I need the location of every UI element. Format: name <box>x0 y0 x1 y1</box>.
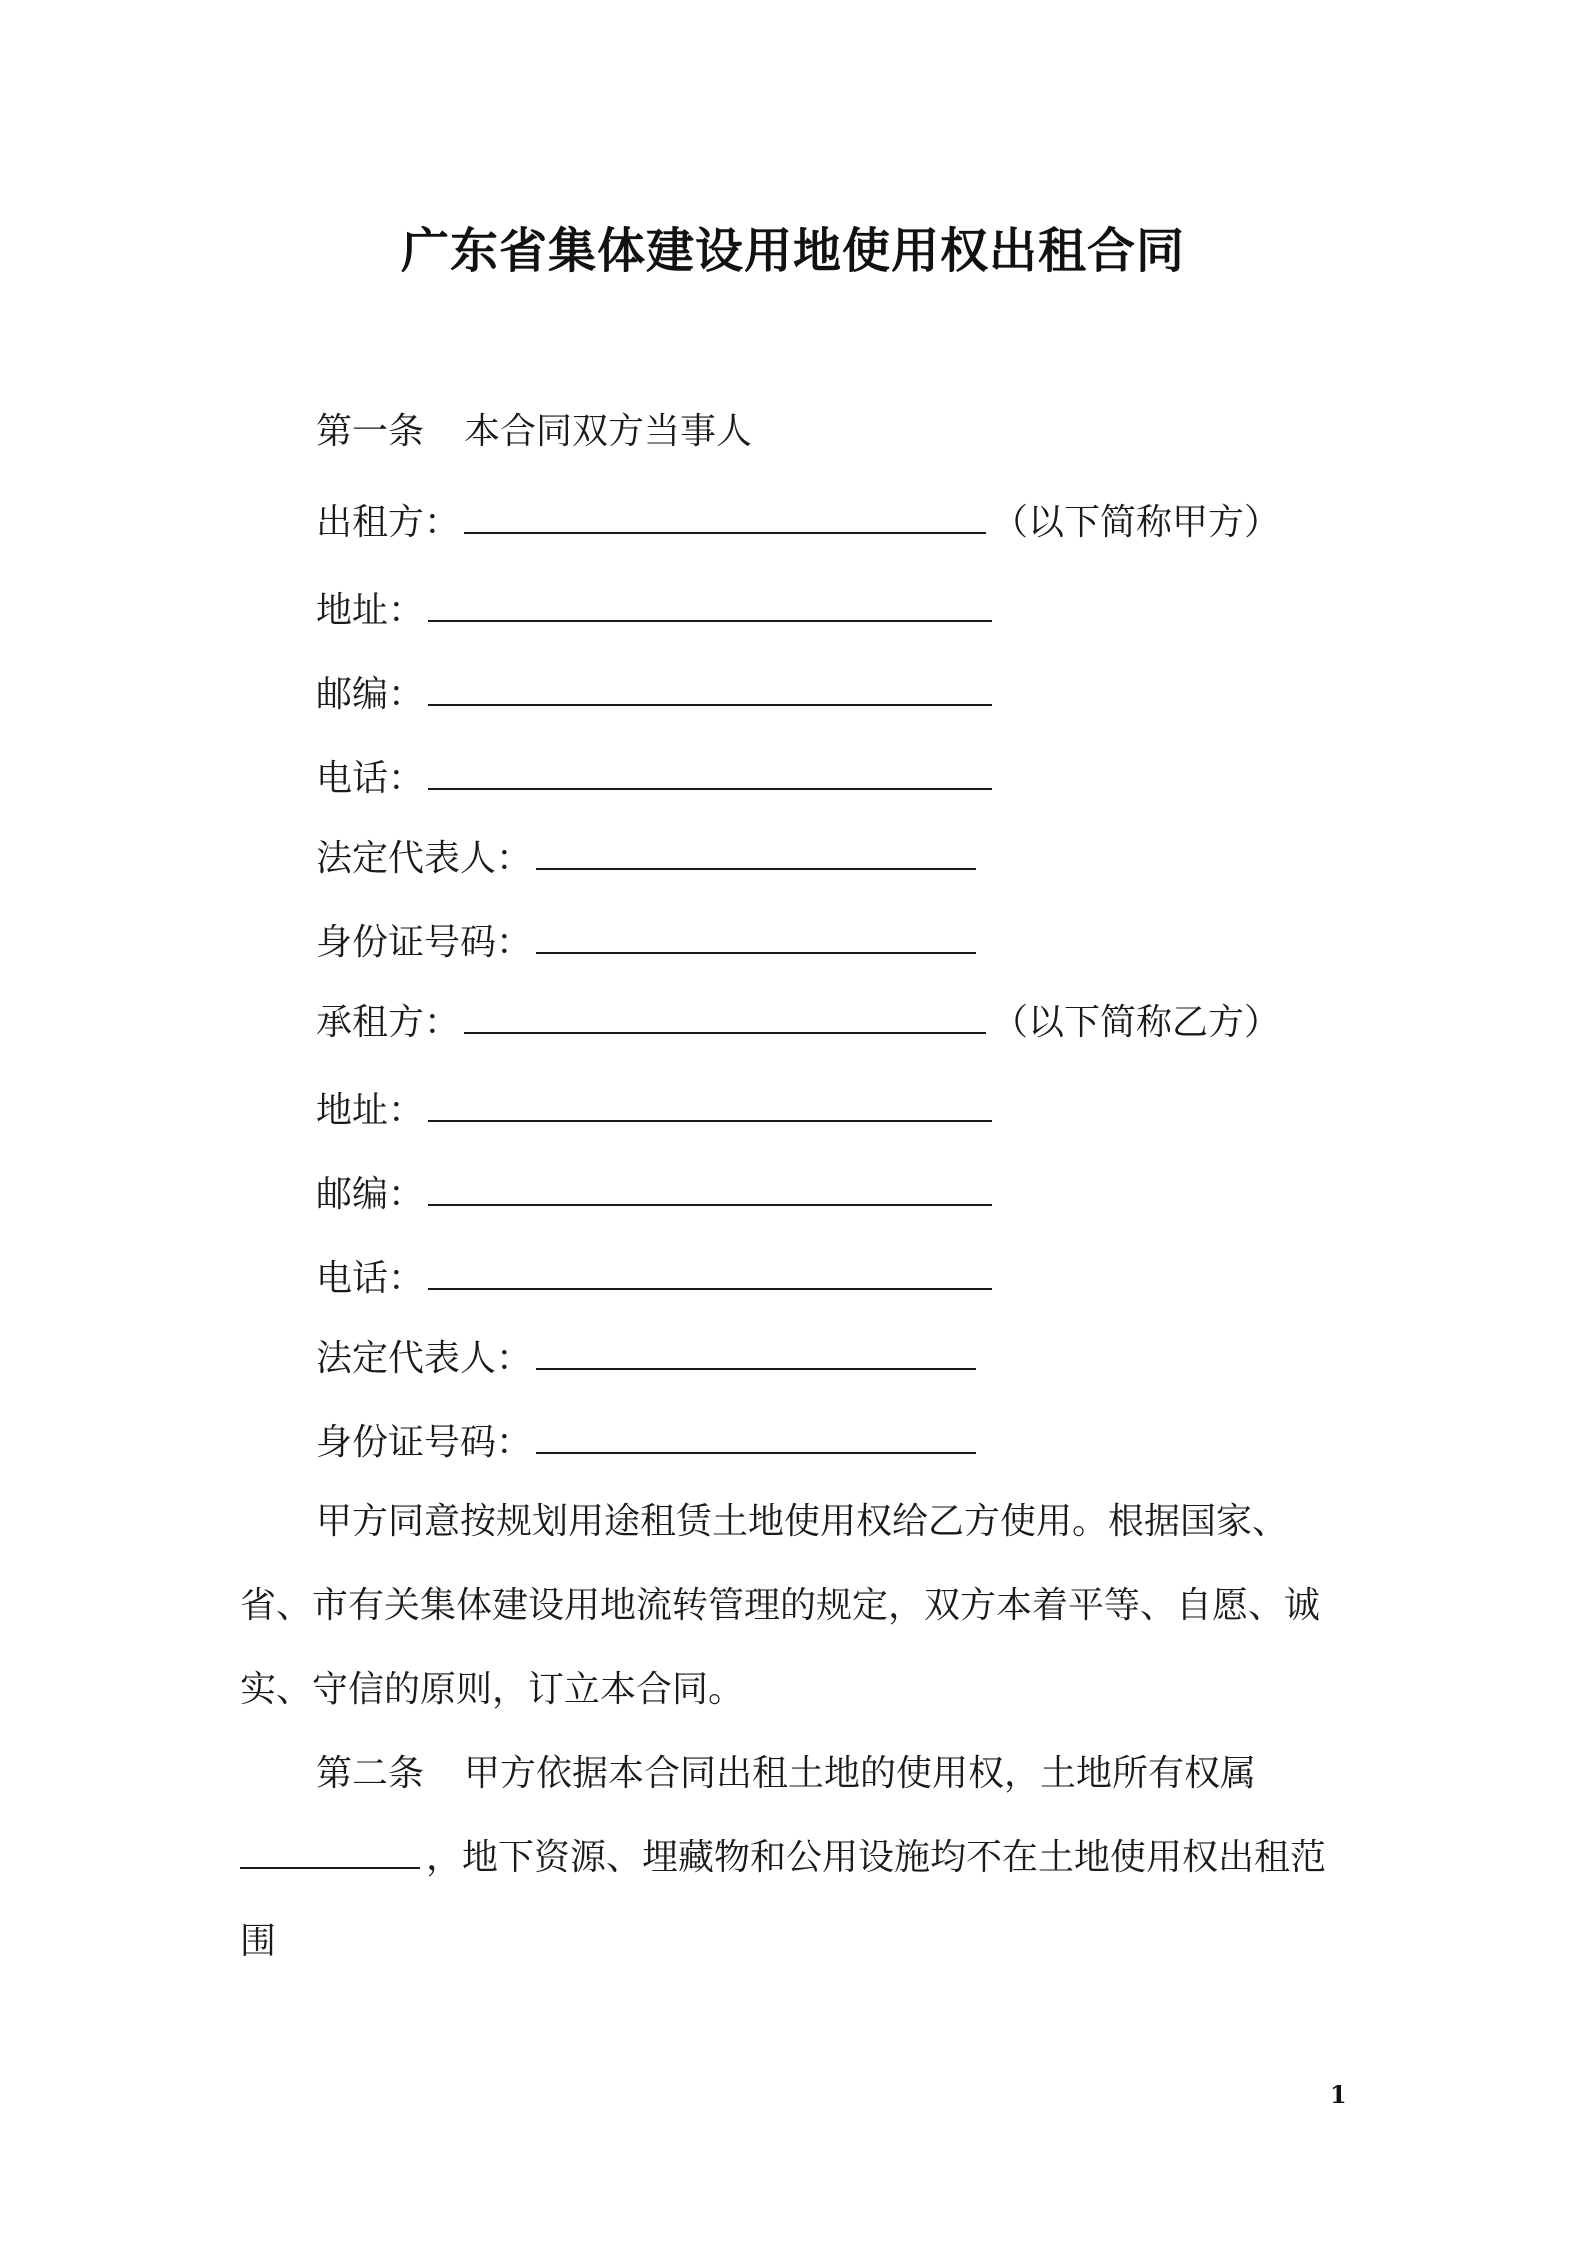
lessor-address-blank[interactable] <box>428 584 992 622</box>
lessor-id-label: 身份证号码： <box>316 922 533 963</box>
lessee-address-blank[interactable] <box>428 1084 992 1122</box>
lessee-id-row <box>316 1416 982 1467</box>
lessee-phone-blank[interactable] <box>428 1252 992 1290</box>
lessee-name-row <box>316 996 1280 1047</box>
ownership-blank[interactable] <box>240 1833 420 1869</box>
article-1-heading <box>316 408 752 456</box>
lessor-name-suffix: （以下简称甲方） <box>992 502 1281 543</box>
lessor-representative-label: 法定代表人： <box>316 838 533 879</box>
lessor-name-label: 出租方： <box>316 502 461 543</box>
article-1-title: 本合同双方当事人 <box>464 411 753 452</box>
lessor-postcode-row <box>316 668 998 719</box>
lessee-postcode-label: 邮编： <box>316 1174 425 1215</box>
lessee-phone-row <box>316 1252 998 1303</box>
lessor-address-label: 地址： <box>316 590 425 631</box>
article-2-paragraph <box>240 1732 1350 1984</box>
lessee-name-label: 承租方： <box>316 1002 461 1043</box>
lessee-representative-label: 法定代表人： <box>316 1338 533 1379</box>
lessor-postcode-blank[interactable] <box>428 668 992 706</box>
page-number: 1 <box>1330 2080 1347 2109</box>
lessor-phone-label: 电话： <box>316 758 425 799</box>
lessee-name-suffix: （以下简称乙方） <box>992 1002 1281 1043</box>
lessor-name-blank[interactable] <box>464 496 986 534</box>
lessee-phone-label: 电话： <box>316 1258 425 1299</box>
lessor-representative-row <box>316 832 982 883</box>
article-2-text-before: 甲方依据本合同出租土地的使用权，土地所有权属 <box>464 1753 1257 1794</box>
lessor-postcode-label: 邮编： <box>316 674 425 715</box>
lessee-id-label: 身份证号码： <box>316 1422 533 1463</box>
article-2-text-after: ，地下资源、埋藏物和公用设施均不在土地使用权出租范围 <box>240 1837 1327 1962</box>
intro-paragraph <box>240 1480 1350 1732</box>
intro-paragraph-text: 甲方同意按规划用途租赁土地使用权给乙方使用。根据国家、省、市有关集体建设用地流转管理的规定，双方本着平等、自愿、诚实、守信的原则，订立本合同。 <box>240 1501 1321 1710</box>
lessor-id-blank[interactable] <box>536 916 976 954</box>
lessee-id-blank[interactable] <box>536 1416 976 1454</box>
lessor-phone-blank[interactable] <box>428 752 992 790</box>
lessor-id-row <box>316 916 982 967</box>
lessor-address-row <box>316 584 998 635</box>
lessor-name-row <box>316 496 1280 547</box>
lessee-name-blank[interactable] <box>464 996 986 1034</box>
lessor-phone-row <box>316 752 998 803</box>
lessee-representative-row <box>316 1332 982 1383</box>
lessee-postcode-blank[interactable] <box>428 1168 992 1206</box>
lessor-representative-blank[interactable] <box>536 832 976 870</box>
lessee-address-row <box>316 1084 998 1135</box>
lessee-representative-blank[interactable] <box>536 1332 976 1370</box>
lessee-postcode-row <box>316 1168 998 1219</box>
article-1-label: 第一条 <box>316 411 425 452</box>
document-title: 广东省集体建设用地使用权出租合同 <box>400 223 1185 279</box>
lessee-address-label: 地址： <box>316 1090 425 1131</box>
article-2-label: 第二条 <box>316 1753 425 1794</box>
